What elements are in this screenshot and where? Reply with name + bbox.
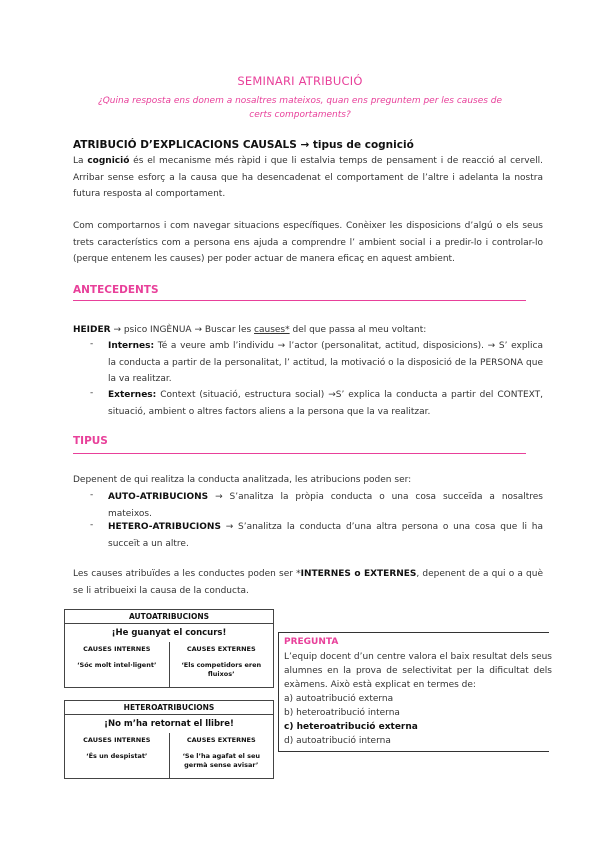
externes-text: Context (situació, estructura social) →S’ explica la conducta a partir del CONTEXT, situació, ambient o altres factors aliens a la persona que la va realitzar. [108,390,543,417]
hetero-label: HETERO-ATRIBUCIONS [108,522,221,532]
auto-internal-header: CAUSES INTERNES [83,645,151,653]
heider-pre: → psico INGÈNUA → Buscar les [110,325,255,335]
page-subtitle: ¿Quina resposta ens donem a nosaltres mateixos, quan ens preguntem per les causes de certs comportaments? [97,96,503,120]
externes-label: Externes: [108,390,157,400]
antecedents-item-externes [108,387,543,420]
antecedents-divider [73,300,526,301]
hetero-table-example: ¡No m’ha retornat el llibre! [104,719,234,729]
question-body [284,650,559,748]
question-option-d: d) autoatribució interna [284,736,391,746]
para1-bold: cognició [87,156,130,166]
closing-post: , depenent de a qui o a què se li atribueixi la causa de la conducta. [73,569,543,596]
internes-text: Té a veure amb l’individu → l’actor (personalitat, actitud, disposicions). → S’ explica la conducta a partir de la personalitat, l’ actitud, la motivació o la disposició de la PERSONA que la va realitzar. [108,341,543,384]
auto-internal-value: ‘Sóc molt intel·ligent’ [77,661,157,669]
question-option-a: a) autoatribució externa [284,694,394,704]
hetero-table-title: HETEROATRIBUCIONS [65,701,273,715]
autoatribucions-table [64,609,274,688]
auto-internal-column [65,642,169,687]
question-text: L’equip docent d’un centre valora el baix resultat dels seus alumnes en la prova de selectivitat per la dificultat dels exàmens. Això està explicat en termes de: [284,652,552,690]
section-antecedents-header: ANTECEDENTS [73,284,159,296]
hetero-external-header: CAUSES EXTERNES [186,736,256,744]
hetero-internal-column [65,733,169,778]
para1-text: és el mecanisme més ràpid i que li estalvia temps de pensament i de reacció al cervell. Arribar sense esforç a la causa que ha desencadenat el comportament de l’altre i adelanta la nostra futura resposta al comportament. [73,156,544,199]
auto-external-header: CAUSES EXTERNES [186,645,256,653]
closing-bold: INTERNES o EXTERNES [300,569,417,579]
auto-table-title: AUTOATRIBUCIONS [65,610,273,624]
tipus-bullet-2: - [90,520,94,530]
auto-table-example: ¡He guanyat el concurs! [111,628,227,638]
heider-line [73,322,543,339]
auto-external-column [169,642,274,687]
tipus-item-auto [108,489,543,522]
antecedents-item-internes [108,338,543,388]
paragraph-cognition [73,153,543,203]
heteroatribucions-table [64,700,274,779]
tipus-closing [73,566,543,599]
para1-prefix: La [73,156,88,166]
auto-label: AUTO-ATRIBUCIONS [108,492,209,502]
section-heading-causal: ATRIBUCIÓ D’EXPLICACIONS CAUSALS → tipus de cognició [73,139,414,151]
heider-bold: HEIDER [73,325,111,335]
question-option-c: c) heteroatribució externa [284,722,418,732]
page-title: SEMINARI ATRIBUCIÓ [237,74,363,88]
section-tipus-header: TIPUS [73,435,108,447]
heider-causes: causes* [254,325,290,335]
hetero-internal-value: ‘És un despistat’ [86,752,148,760]
paragraph-navigation: Com comportarnos i com navegar situacions específiques. Conèixer les disposicions d’algú o els seus trets característics com a persona ens ajuda a comprendre l’ ambient social i a predir-lo i controlar-lo (perque entenem les causes) per poder actuar de manera eficaç en aquest ambient. [73,221,543,264]
internes-label: Internes: [108,341,155,351]
tipus-item-hetero [108,519,543,552]
tipus-divider [73,453,526,454]
question-title: PREGUNTA [284,637,339,647]
hetero-text: → S’analitza la conducta d’una altra persona o una cosa que li ha succeït a un altre. [108,522,543,549]
hetero-external-value: ‘Se l’ha agafat el seu germà sense avisar’ [182,752,261,769]
hetero-external-column [169,733,274,778]
auto-external-value: ‘Els competidors eren fluixos’ [181,661,262,678]
hetero-internal-header: CAUSES INTERNES [83,736,151,744]
closing-pre: Les causes atribuïdes a les conductes poden ser * [73,569,301,579]
question-box [278,632,552,752]
auto-text: → S’analitza la pròpia conducta o una cosa succeïda a nosaltres mateixos. [108,492,543,519]
tipus-intro: Depenent de qui realitza la conducta analitzada, les atribucions poden ser: [73,475,412,485]
heider-post: del que passa al meu voltant: [289,325,427,335]
tipus-bullet-1: - [90,490,94,500]
antecedents-bullet-2: - [90,388,94,398]
question-option-b: b) heteroatribució interna [284,708,400,718]
antecedents-bullet-1: - [90,339,94,349]
